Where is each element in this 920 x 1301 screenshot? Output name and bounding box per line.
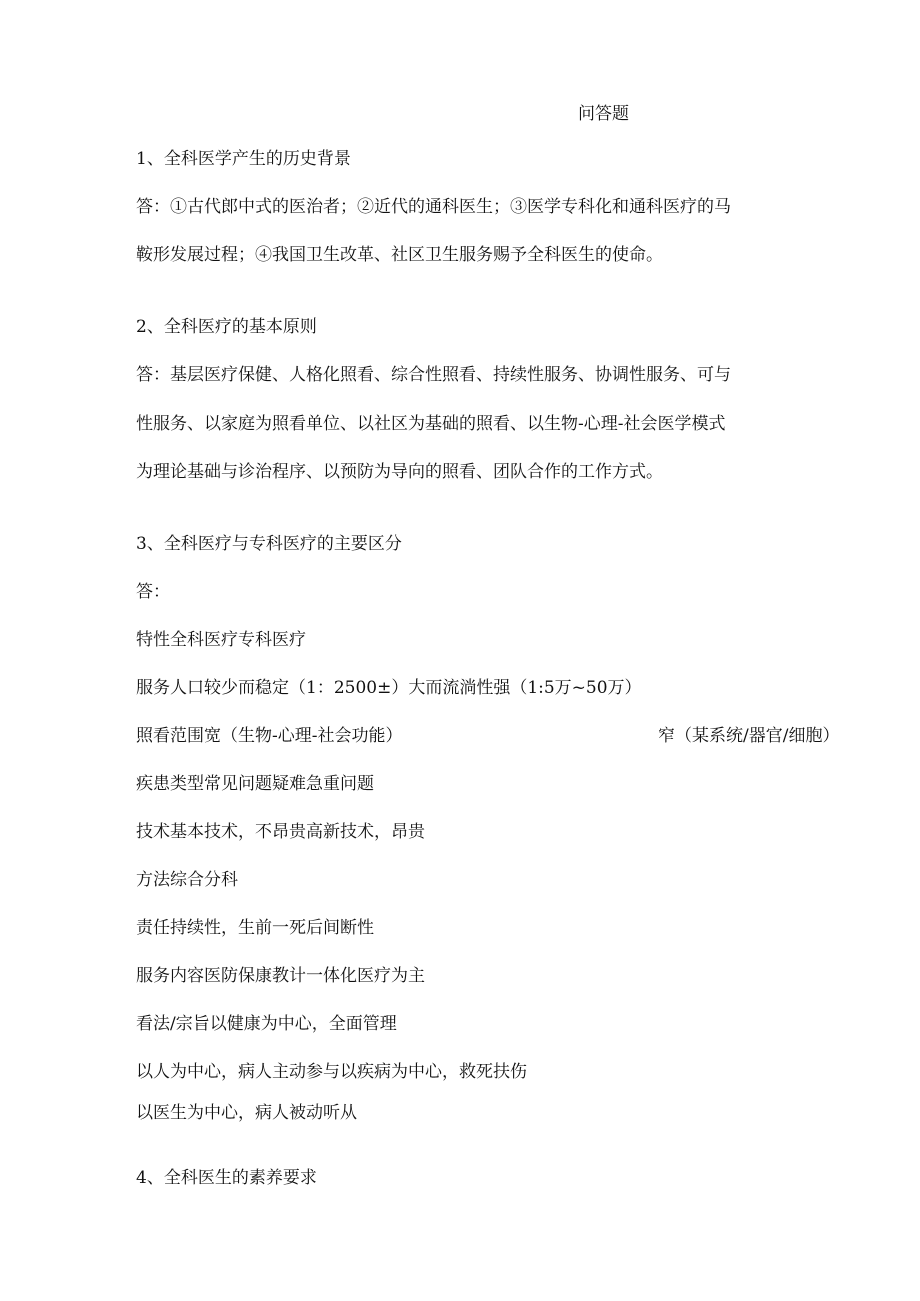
- comparison-row-method: 方法综合分科: [136, 870, 238, 890]
- answer-2-line-2: 性服务、以家庭为照看单位、以社区为基础的照看、以生物-心理-社会医学模式: [136, 414, 726, 434]
- comparison-row-scope-col1: 照看范围宽（生物-心理-社会功能）: [136, 726, 403, 746]
- comparison-row-scope-col2: 窄（某系统/器官/细胞）: [658, 726, 840, 746]
- question-2: 2、全科医疗的基本原则: [136, 317, 317, 337]
- comparison-row-technology: 技术基本技术，不昂贵高新技术，昂贵: [136, 822, 425, 842]
- comparison-row-population: 服务人口较少而稳定（1：2500±）大而流淌性强（1:5万~50万）: [136, 678, 642, 698]
- answer-2-line-1: 答：基层医疗保健、人格化照看、综合性照看、持续性服务、协调性服务、可与: [136, 365, 731, 385]
- answer-2-line-3: 为理论基础与诊治程序、以预防为导向的照看、团队合作的工作方式。: [136, 462, 663, 482]
- question-3: 3、全科医疗与专科医疗的主要区分: [136, 534, 402, 554]
- comparison-row-responsibility: 责任持续性，生前一死后间断性: [136, 918, 374, 938]
- answer-1-line-2: 鞍形发展过程；④我国卫生改革、社区卫生服务赐予全科医生的使命。: [136, 245, 663, 265]
- comparison-row-attitude: 看法/宗旨以健康为中心，全面管理: [136, 1014, 397, 1034]
- comparison-row-header: 特性全科医疗专科医疗: [136, 630, 306, 650]
- comparison-row-disease-type: 疾患类型常见问题疑难急重问题: [136, 774, 374, 794]
- comparison-row-scope: [136, 724, 840, 748]
- comparison-row-patient-centered: 以人为中心，病人主动参与以疾病为中心，救死扶伤: [136, 1062, 527, 1082]
- answer-3-label: 答：: [136, 582, 170, 602]
- question-4: 4、全科医生的素养要求: [136, 1168, 317, 1188]
- page-title: 问答题: [578, 104, 629, 124]
- answer-1-line-1: 答：①古代郎中式的医治者；②近代的通科医生；③医学专科化和通科医疗的马: [136, 197, 731, 217]
- question-1: 1、全科医学产生的历史背景: [136, 149, 351, 169]
- comparison-row-doctor-centered: 以医生为中心，病人被动听从: [136, 1103, 357, 1123]
- comparison-row-service-content: 服务内容医防保康教计一体化医疗为主: [136, 966, 425, 986]
